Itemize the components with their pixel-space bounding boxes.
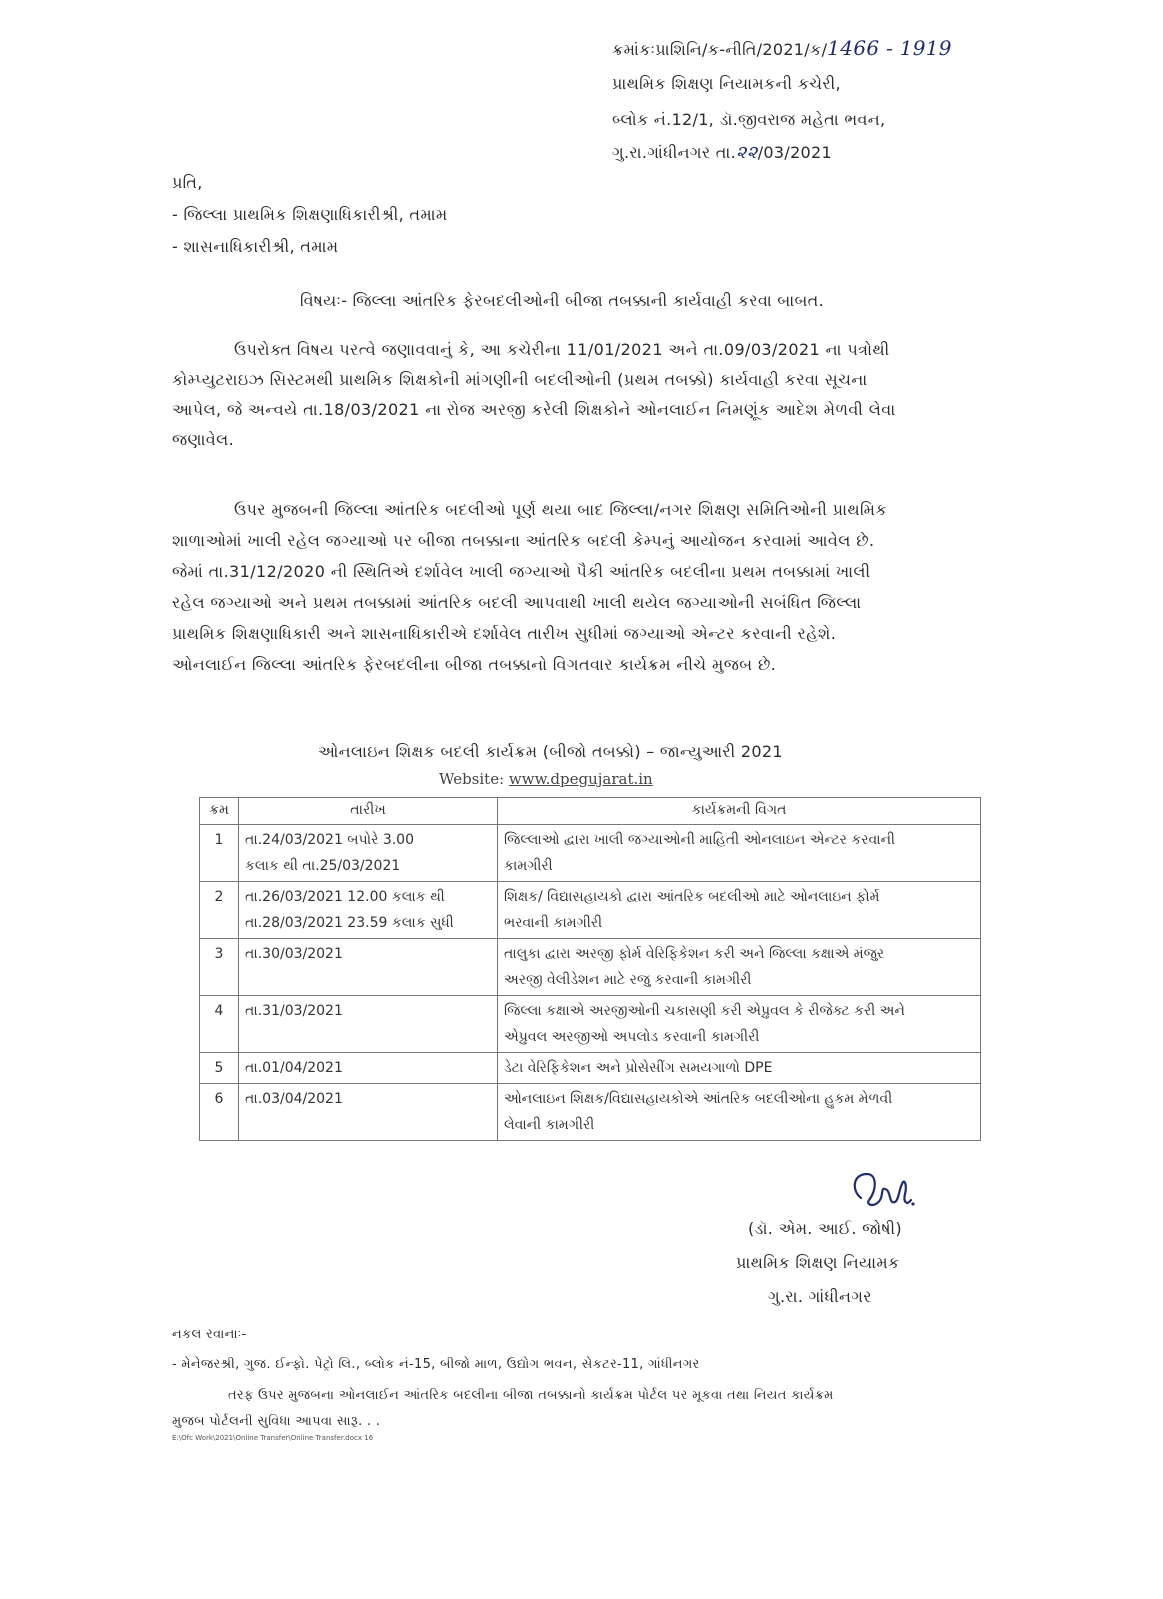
row-detail (498, 825, 981, 882)
paragraph-2 (172, 494, 984, 680)
office-address: બ્લોક નં.12/1, ડૉ.જીવરાજ મહેતા ભવન, (612, 110, 886, 129)
reference-number (612, 38, 952, 60)
table-row (200, 1053, 981, 1084)
row-number: 6 (200, 1084, 239, 1141)
table-row (200, 996, 981, 1053)
row-detail-line: લેવાની કામગીરી (504, 1117, 595, 1133)
subject-line: વિષયઃ- જિલ્લા આંતરિક ફેરબદલીઓની બીજા તબક્કાની કાર્યવાહી કરવા બાબત. (300, 291, 824, 310)
row-detail-line: ભરવાની કામગીરી (504, 915, 603, 931)
row-detail (498, 882, 981, 939)
table-header-row (200, 798, 981, 825)
row-detail-line: જિલ્લાઓ દ્વારા ખાલી જગ્યાઓની માહિતી ઓનલાઇન એન્ટર કરવાની (504, 832, 896, 848)
copy-to-line: તરફ ઉપર મુજબના ઓનલાઈન આંતરિક બદલીના બીજા તબક્કાનો કાર્યક્રમ પોર્ટલ પર મૂકવા તથા નિયત કાર્યક્રમ (228, 1388, 834, 1403)
row-date-line: તા.28/03/2021 23.59 કલાક સુધી (245, 915, 454, 931)
paragraph-line: જણાવેલ. (172, 430, 235, 449)
paragraph-line: પ્રાથમિક શિક્ષણાધિકારી અને શાસનાધિકારીએ દર્શાવેલ તારીખ સુધીમાં જગ્યાઓ એન્ટર કરવાની રહેશે. (172, 624, 837, 643)
paragraph-line: ઉપર મુજબની જિલ્લા આંતરિક બદલીઓ પૂર્ણ થયા બાદ જિલ્લા/નગર શિક્ષણ સમિતિઓની પ્રાથમિક (234, 500, 888, 519)
row-date-line: તા.03/04/2021 (245, 1091, 343, 1107)
schedule-table (199, 797, 981, 1141)
row-date (239, 1084, 498, 1141)
signatory-name: (ડૉ. એમ. આઈ. જોષી) (748, 1219, 902, 1238)
paragraph-line: જેમાં તા.31/12/2020 ની સ્થિતિએ દર્શાવેલ ખાલી જગ્યાઓ પૈકી આંતરિક બદલીના પ્રથમ તબક્કામાં ખાલી (172, 562, 871, 581)
row-detail (498, 1053, 981, 1084)
row-detail-line: ઓનલાઇન શિક્ષક/વિદ્યાસહાયકોએ આંતરિક બદલીઓના હુકમ મેળવી (504, 1091, 893, 1107)
date-handwritten: ૨૨ (736, 142, 758, 163)
letter-date (612, 143, 832, 163)
row-date-line: તા.26/03/2021 12.00 કલાક થી (245, 889, 445, 905)
row-detail (498, 1084, 981, 1141)
row-detail-line: તાલુકા દ્વારા અરજી ફોર્મ વેરિફિકેશન કરી અને જિલ્લા કક્ષાએ મંજુર (504, 946, 885, 962)
paragraph-line: ઉપરોક્ત વિષય પરત્વે જણાવવાનું કે, આ કચેરીના 11/01/2021 અને તા.09/03/2021 ના પત્રોથી (234, 340, 890, 359)
row-detail-line: શિક્ષક/ વિદ્યાસહાયકો દ્વારા આંતરિક બદલીઓ માટે ઓનલાઇન ફોર્મ (504, 889, 880, 905)
office-name: પ્રાથમિક શિક્ષણ નિયામકની કચેરી, (612, 74, 841, 93)
row-date (239, 825, 498, 882)
website-link[interactable]: www.dpegujarat.in (508, 770, 653, 788)
signature-mark (847, 1168, 917, 1220)
row-detail-line: ડેટા વેરિફિકેશન અને પ્રોસેસીંગ સમયગાળો DPE (504, 1060, 773, 1076)
recipients-label: પ્રતિ, (172, 173, 203, 192)
row-date-line: તા.01/04/2021 (245, 1060, 343, 1076)
row-number: 2 (200, 882, 239, 939)
column-header-detail: કાર્યક્રમની વિગત (498, 798, 981, 825)
row-number: 1 (200, 825, 239, 882)
copy-to-line: મુજબ પોર્ટલની સુવિધા આપવા સારૂ. . . (172, 1414, 381, 1429)
column-header-date: તારીખ (239, 798, 498, 825)
row-detail-line: અરજી વેલીડેશન માટે રજુ કરવાની કામગીરી (504, 972, 752, 988)
copy-to-line: - મેનેજરશ્રી, ગુજ. ઈન્ફો. પેટ્રો લિ., બ્લોક નં-15, બીજો માળ, ઉદ્યોગ ભવન, સેકટર-11, ગાંધીનગર (172, 1357, 700, 1372)
file-path: E:\Ofc Work\2021\Online Transfer\Online Transfer.docx 16 (172, 1434, 374, 1442)
schedule-website (439, 770, 653, 788)
row-detail-line: એપ્રુવલ અરજીઓ અપલોડ કરવાની કામગીરી (504, 1029, 760, 1045)
reference-prefix: ક્રમાંકઃપ્રાશિનિ/ક-નીતિ/2021/ક/ (612, 40, 828, 59)
row-date-line: તા.31/03/2021 (245, 1003, 343, 1019)
row-date (239, 996, 498, 1053)
row-date-line: કલાક થી તા.25/03/2021 (245, 858, 401, 874)
paragraph-line: રહેલ જગ્યાઓ અને પ્રથમ તબક્કામાં આંતરિક બદલી આપવાથી ખાલી થયેલ જગ્યાઓની સબંધિત જિલ્લા (172, 593, 862, 612)
date-suffix: /03/2021 (757, 143, 832, 162)
row-number: 5 (200, 1053, 239, 1084)
row-detail (498, 996, 981, 1053)
schedule-title: ઓનલાઇન શિક્ષક બદલી કાર્યક્રમ (બીજો તબક્કો) – જાન્યુઆરી 2021 (318, 742, 783, 761)
paragraph-line: ઓનલાઈન જિલ્લા આંતરિક ફેરબદલીના બીજા તબક્કાનો વિગતવાર કાર્યક્રમ નીચે મુજબ છે. (172, 655, 777, 674)
paragraph-line: કોમ્પ્યુટરાઇઝ સિસ્ટમથી પ્રાથમિક શિક્ષકોની માંગણીની બદલીઓની (પ્રથમ તબક્કો) કાર્યવાહી કરવા સૂચના (172, 370, 868, 389)
row-date-line: તા.30/03/2021 (245, 946, 343, 962)
row-detail-line: કામગીરી (504, 858, 553, 874)
date-prefix: ગુ.રા.ગાંધીનગર તા. (612, 143, 736, 162)
row-number: 4 (200, 996, 239, 1053)
paragraph-line: શાળાઓમાં ખાલી રહેલ જગ્યાઓ પર બીજા તબક્કાના આંતરિક બદલી કેમ્પનું આયોજન કરવામાં આવેલ છે. (172, 531, 875, 550)
row-detail (498, 939, 981, 996)
row-date (239, 939, 498, 996)
reference-handwritten: 1466 - 1919 (827, 36, 952, 60)
table-row (200, 882, 981, 939)
table-row (200, 825, 981, 882)
website-label: Website: (439, 770, 509, 788)
table-row (200, 939, 981, 996)
recipient-item: - જિલ્લા પ્રાથમિક શિક્ષણાધિકારીશ્રી, તમામ (172, 205, 448, 224)
recipient-item: - શાસનાધિકારીશ્રી, તમામ (172, 237, 339, 256)
row-date (239, 1053, 498, 1084)
copy-to-label: નકલ રવાનાઃ- (172, 1327, 247, 1342)
column-header-no: ક્રમ (200, 798, 239, 825)
row-date (239, 882, 498, 939)
signatory-designation: પ્રાથમિક શિક્ષણ નિયામક (736, 1253, 900, 1272)
table-row (200, 1084, 981, 1141)
paragraph-line: આપેલ, જે અન્વયે તા.18/03/2021 ના રોજ અરજી કરેલી શિક્ષકોને ઓનલાઈન નિમણૂંક આદેશ મેળવી લેવા (172, 400, 896, 419)
row-date-line: તા.24/03/2021 બપોરે 3.00 (245, 832, 414, 848)
paragraph-1 (172, 335, 984, 455)
row-number: 3 (200, 939, 239, 996)
signatory-place: ગુ.રા. ગાંધીનગર (768, 1287, 872, 1306)
row-detail-line: જિલ્લા કક્ષાએ અરજીઓની ચકાસણી કરી એપ્રુવલ કે રીજેક્ટ કરી અને (504, 1003, 905, 1019)
